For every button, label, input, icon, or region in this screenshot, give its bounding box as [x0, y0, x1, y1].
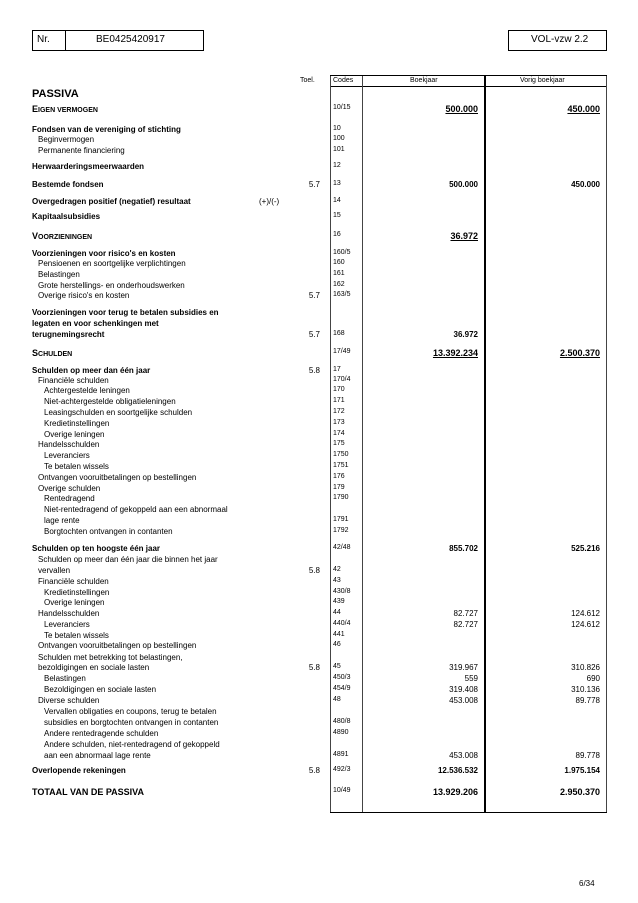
row-label: Overige risico's en kosten: [38, 291, 130, 300]
table-row: [0, 696, 638, 707]
row-code: 175: [333, 440, 345, 447]
row-label: [32, 348, 72, 358]
row-label: Belastingen: [44, 674, 86, 683]
row-label: Permanente financiering: [38, 146, 125, 155]
row-code: 45: [333, 663, 341, 670]
row-label: Fondsen van de vereniging of stichting: [32, 125, 181, 134]
table-row: [0, 180, 638, 191]
row-code: 42/48: [333, 544, 351, 551]
row-code: 1751: [333, 462, 349, 469]
value-boekjaar: 453.008: [449, 696, 478, 705]
row-label: Overige leningen: [44, 598, 105, 607]
table-row: [0, 577, 638, 588]
row-label: Beginvermogen: [38, 135, 95, 144]
value-vorig-boekjaar: 690: [586, 674, 600, 683]
row-toelichting: 5.7: [308, 330, 320, 339]
value-boekjaar: 453.008: [449, 751, 478, 760]
value-vorig-boekjaar: 310.826: [571, 663, 600, 672]
row-label: Andere rentedragende schulden: [44, 729, 159, 738]
row-code: 439: [333, 598, 345, 605]
value-boekjaar: 500.000: [449, 180, 478, 189]
table-row: [0, 162, 638, 173]
row-code: 13: [333, 180, 341, 187]
row-toelichting: 5.8: [308, 663, 320, 672]
table-row: [0, 104, 638, 115]
row-code: 48: [333, 696, 341, 703]
row-toelichting: 5.7: [308, 291, 320, 300]
value-boekjaar: 12.536.532: [437, 766, 478, 775]
row-code: 161: [333, 270, 345, 277]
row-code: 17/49: [333, 348, 351, 355]
company-number: BE0425420917: [96, 34, 165, 45]
value-boekjaar: 855.702: [449, 544, 478, 553]
value-boekjaar: 82.727: [453, 620, 478, 629]
row-sign: (+)/(-): [259, 197, 280, 206]
table-row: [0, 740, 638, 751]
row-toelichting: 5.8: [308, 366, 320, 375]
row-label: Te betalen wissels: [44, 462, 109, 471]
row-code: 176: [333, 473, 345, 480]
row-code: 4890: [333, 729, 349, 736]
header-form-version-box: [508, 30, 607, 51]
row-code: 441: [333, 631, 345, 638]
table-row: [0, 751, 638, 762]
row-code: 160: [333, 259, 345, 266]
table-row: [0, 663, 638, 674]
table-row: [0, 291, 638, 302]
row-toelichting: 5.7: [308, 180, 320, 189]
row-label: Kredietinstellingen: [44, 419, 110, 428]
row-label: terugnemingsrecht: [32, 330, 105, 339]
row-code: 430/8: [333, 588, 351, 595]
row-label: Niet-rentedragend of gekoppeld aan een abnormaal: [44, 505, 228, 514]
row-toelichting: 5.8: [308, 766, 320, 775]
row-code: 450/3: [333, 674, 351, 681]
row-label: Ontvangen vooruitbetalingen op bestellingen: [38, 641, 197, 650]
row-label: Herwaarderingsmeerwaarden: [32, 162, 145, 171]
table-row: [0, 787, 638, 798]
row-code: 440/4: [333, 620, 351, 627]
table-row: [0, 685, 638, 696]
table-row: [0, 259, 638, 270]
header-nr-box: [32, 30, 66, 51]
value-boekjaar: 13.929.206: [432, 787, 478, 797]
row-code: 46: [333, 641, 341, 648]
value-boekjaar: 500.000: [445, 104, 478, 114]
row-label: Kapitaalsubsidies: [32, 212, 101, 221]
row-code: 17: [333, 366, 341, 373]
row-label: Schulden op ten hoogste één jaar: [32, 544, 161, 553]
row-code: 480/8: [333, 718, 351, 725]
section-title: PASSIVA: [32, 88, 79, 100]
row-label: Leveranciers: [44, 620, 90, 629]
row-label-rest: CHULDEN: [38, 351, 73, 358]
row-label: Pensioenen en soortgelijke verplichtingen: [38, 259, 186, 268]
row-label: Overige schulden: [38, 484, 101, 493]
row-label: [32, 104, 98, 114]
table-row: [0, 440, 638, 451]
row-code: 492/3: [333, 766, 351, 773]
value-vorig-boekjaar: 124.612: [571, 620, 600, 629]
table-row: [0, 555, 638, 566]
value-vorig-boekjaar: 124.612: [571, 609, 600, 618]
row-label: Schulden op meer dan één jaar: [32, 366, 151, 375]
table-row: [0, 766, 638, 777]
table-row: [0, 494, 638, 505]
row-label: Grote herstellings- en onderhoudswerken: [38, 281, 185, 290]
row-label: Leasingschulden en soortgelijke schulden: [44, 408, 193, 417]
table-row: [0, 707, 638, 718]
row-label: Voorzieningen voor terug te betalen subsidies en: [32, 308, 219, 317]
value-boekjaar: 36.972: [450, 231, 478, 241]
row-code: 1791: [333, 516, 349, 523]
row-code: 168: [333, 330, 345, 337]
table-row: [0, 319, 638, 330]
row-label: Schulden op meer dan één jaar die binnen het jaar: [38, 555, 218, 564]
row-code: 12: [333, 162, 341, 169]
nr-label: Nr.: [37, 34, 50, 45]
row-label: bezoldigingen en sociale lasten: [38, 663, 150, 672]
value-vorig-boekjaar: 525.216: [571, 544, 600, 553]
table-row: [0, 729, 638, 740]
row-label: Andere schulden, niet-rentedragend of gekoppeld: [44, 740, 220, 749]
value-boekjaar: 13.392.234: [432, 348, 478, 358]
value-boekjaar: 319.408: [449, 685, 478, 694]
value-vorig-boekjaar: 450.000: [567, 104, 600, 114]
row-code: 10/49: [333, 787, 351, 794]
table-row: [0, 527, 638, 538]
row-label: Niet-achtergestelde obligatieleningen: [44, 397, 176, 406]
value-boekjaar: 36.972: [453, 330, 478, 339]
table-row: [0, 270, 638, 281]
row-label: Overige leningen: [44, 430, 105, 439]
row-label: vervallen: [38, 566, 71, 575]
row-code: 160/5: [333, 249, 351, 256]
value-vorig-boekjaar: 310.136: [571, 685, 600, 694]
row-label: Handelsschulden: [38, 609, 100, 618]
row-code: 179: [333, 484, 345, 491]
table-row: [0, 330, 638, 341]
row-label: Te betalen wissels: [44, 631, 109, 640]
row-code: 172: [333, 408, 345, 415]
row-label: Overlopende rekeningen: [32, 766, 126, 775]
table-row: [0, 231, 638, 242]
row-code: 42: [333, 566, 341, 573]
row-label: Bezoldigingen en sociale lasten: [44, 685, 157, 694]
row-label-initial: V: [32, 231, 39, 241]
col-codes-header: Codes: [333, 77, 354, 84]
row-code: 170/4: [333, 376, 351, 383]
header-company-number-box: [65, 30, 204, 51]
value-vorig-boekjaar: 2.950.370: [559, 787, 600, 797]
table-row: [0, 348, 638, 359]
row-label: Financiële schulden: [38, 577, 109, 586]
row-code: 14: [333, 197, 341, 204]
row-code: 101: [333, 146, 345, 153]
table-row: [0, 609, 638, 620]
row-toelichting: 5.8: [308, 566, 320, 575]
row-code: 100: [333, 135, 345, 142]
column-rule-top: [330, 86, 607, 87]
table-row: [0, 408, 638, 419]
table-row: [0, 674, 638, 685]
row-label: Overgedragen positief (negatief) resultaat: [32, 197, 191, 206]
value-vorig-boekjaar: 450.000: [571, 180, 600, 189]
row-code: 15: [333, 212, 341, 219]
row-code: 1792: [333, 527, 349, 534]
value-boekjaar: 82.727: [453, 609, 478, 618]
table-row: [0, 620, 638, 631]
table-row: [0, 505, 638, 516]
row-code: 4891: [333, 751, 349, 758]
row-code: 170: [333, 386, 345, 393]
row-label: Leveranciers: [44, 451, 90, 460]
row-label: Financiële schulden: [38, 376, 109, 385]
row-label: Diverse schulden: [38, 696, 100, 705]
row-label: Vervallen obligaties en coupons, terug te betalen: [44, 707, 217, 716]
col-toel-header: Toel.: [300, 77, 315, 84]
row-label: Ontvangen vooruitbetalingen op bestellingen: [38, 473, 197, 482]
row-label: TOTAAL VAN DE PASSIVA: [32, 787, 145, 797]
row-label: Voorzieningen voor risico's en kosten: [32, 249, 176, 258]
column-rule-bottom: [330, 812, 607, 813]
value-vorig-boekjaar: 89.778: [575, 696, 600, 705]
row-code: 1750: [333, 451, 349, 458]
value-vorig-boekjaar: 1.975.154: [564, 766, 600, 775]
row-code: 163/5: [333, 291, 351, 298]
row-code: 454/9: [333, 685, 351, 692]
row-label: Bestemde fondsen: [32, 180, 104, 189]
value-boekjaar: 319.967: [449, 663, 478, 672]
row-code: 43: [333, 577, 341, 584]
row-code: 10/15: [333, 104, 351, 111]
row-code: 173: [333, 419, 345, 426]
col-vorig-header: Vorig boekjaar: [520, 77, 565, 84]
row-label: Belastingen: [38, 270, 80, 279]
value-vorig-boekjaar: 2.500.370: [559, 348, 600, 358]
table-row: [0, 197, 638, 208]
row-code: 162: [333, 281, 345, 288]
row-label-rest: IGEN VERMOGEN: [38, 107, 98, 114]
row-code: 44: [333, 609, 341, 616]
table-row: [0, 135, 638, 146]
row-label: legaten en voor schenkingen met: [32, 319, 159, 328]
row-code: 174: [333, 430, 345, 437]
row-label: subsidies en borgtochten ontvangen in contanten: [44, 718, 219, 727]
row-label: Rentedragend: [44, 494, 95, 503]
col-boekjaar-header: Boekjaar: [410, 77, 438, 84]
page-number: 6/34: [579, 879, 595, 888]
row-label: Schulden met betrekking tot belastingen,: [38, 653, 183, 662]
value-vorig-boekjaar: 89.778: [575, 751, 600, 760]
row-label-initial: E: [32, 104, 39, 114]
row-label: lage rente: [44, 516, 80, 525]
row-label: [32, 231, 92, 241]
table-row: [0, 308, 638, 319]
table-row: [0, 386, 638, 397]
table-row: [0, 451, 638, 462]
table-row: [0, 146, 638, 157]
table-row: [0, 718, 638, 729]
form-version: VOL-vzw 2.2: [531, 34, 589, 45]
row-code: 16: [333, 231, 341, 238]
row-label: Handelsschulden: [38, 440, 100, 449]
row-label-rest: OORZIENINGEN: [38, 234, 93, 241]
table-row: [0, 598, 638, 609]
table-row: [0, 397, 638, 408]
row-label: Kredietinstellingen: [44, 588, 110, 597]
table-row: [0, 566, 638, 577]
table-row: [0, 419, 638, 430]
table-row: [0, 544, 638, 555]
value-boekjaar: 559: [464, 674, 478, 683]
column-rule-top-cap: [330, 75, 607, 76]
row-label: Borgtochten ontvangen in contanten: [44, 527, 173, 536]
row-label: Achtergestelde leningen: [44, 386, 130, 395]
table-row: [0, 462, 638, 473]
table-row: [0, 473, 638, 484]
row-code: 171: [333, 397, 345, 404]
row-label-initial: S: [32, 348, 39, 358]
row-label: aan een abnormaal lage rente: [44, 751, 151, 760]
row-code: 1790: [333, 494, 349, 501]
table-row: [0, 516, 638, 527]
table-row: [0, 212, 638, 223]
row-code: 10: [333, 125, 341, 132]
table-row: [0, 641, 638, 652]
